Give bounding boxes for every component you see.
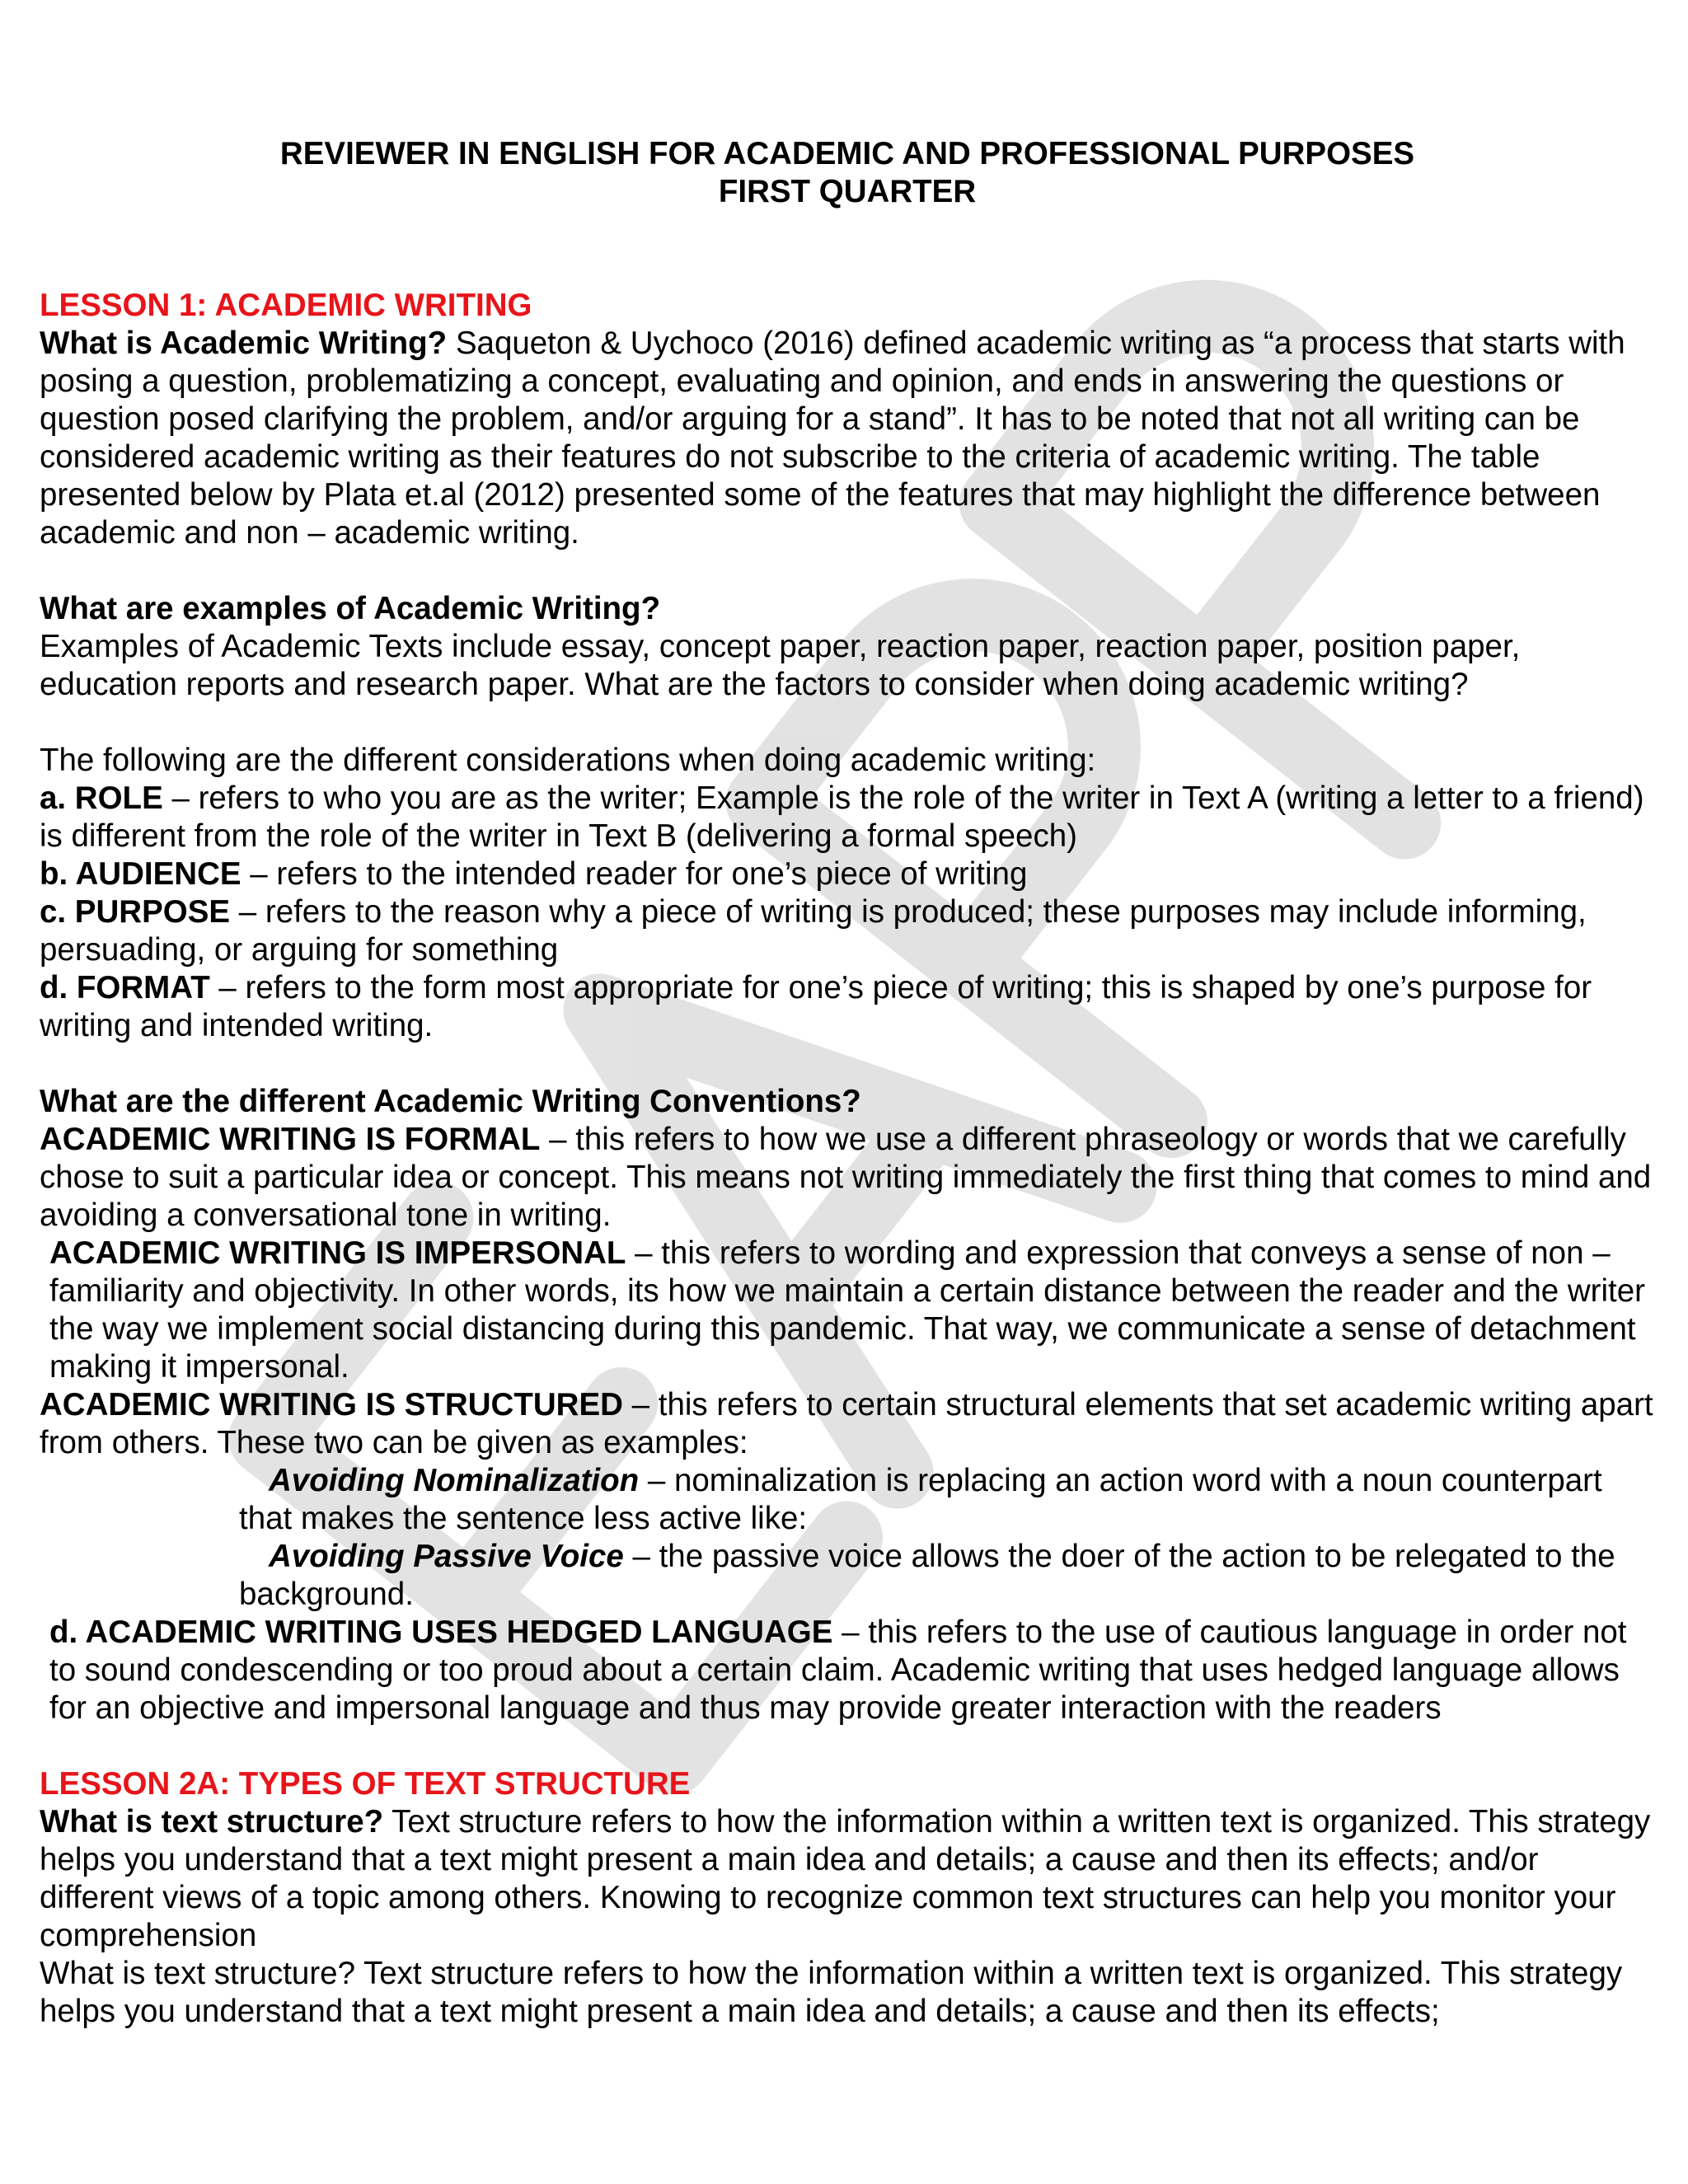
title-line-2: FIRST QUARTER [718,174,977,209]
document-body [40,287,1655,2031]
consideration-text: – refers to the form most appropriate for one’s piece of writing; this is shaped by one’s purpose for writing and intended writing. [40,970,1592,1043]
structured-example-text: – nominalization is replacing an action word with a noun counterpart that makes the sentence less active like: [239,1463,1602,1536]
consideration-item [40,969,1655,1045]
structured-example [40,1462,1655,1538]
examples-text: Examples of Academic Texts include essay, concept paper, reaction paper, reaction paper, position paper, education reports and research paper. What are the factors to consider when doing academic writing? [40,629,1521,702]
structured-example-label: Avoiding Passive Voice [269,1539,624,1574]
text-structure-text: Text structure refers to how the information within a written text is organized. This strategy helps you understand that a text might present a main idea and details; a cause and then its effects; and/or different views of a topic among others. Knowing to recognize common text structures can help you monitor your comprehension [40,1804,1651,1953]
consideration-item [40,855,1655,893]
convention-text: – this refers to certain structural elements that set academic writing apart from others. These two can be given as examples: [40,1387,1653,1460]
lesson-2a-heading: LESSON 2A: TYPES OF TEXT STRUCTURE [40,1766,691,1802]
consideration-label: a. ROLE [40,780,163,816]
document-title [40,135,1655,211]
convention-label: ACADEMIC WRITING IS IMPERSONAL [49,1235,626,1271]
structured-example [40,1538,1655,1614]
intro-question: What is Academic Writing? [40,326,448,361]
examples-question: What are examples of Academic Writing? [40,591,661,626]
title-line-1: REVIEWER IN ENGLISH FOR ACADEMIC AND PROFESSIONAL PURPOSES [279,136,1415,171]
convention-item [40,1121,1655,1235]
consideration-label: d. FORMAT [40,970,210,1005]
hedged-language-item [40,1614,1655,1727]
intro-text: Saqueton & Uychoco (2016) defined academic writing as “a process that starts with posing a question, problematizing a concept, evaluating and opinion, and ends in answering the questions or question posed clarifying the problem, and/or arguing for a stand”. It has to be noted that not all writing can be considered academic writing as their features do not subscribe to the criteria of academic writing. The table presented below by Plata et.al (2012) presented some of the features that may highlight the difference between academic and non – academic writing. [40,326,1625,551]
structured-example-text: – the passive voice allows the doer of the action to be relegated to the background. [239,1539,1615,1612]
structured-example-label: Avoiding Nominalization [269,1463,640,1498]
convention-text: – this refers to how we use a different phraseology or words that we carefully chose to suit a particular idea or concept. This means not writing immediately the first thing that comes to mind and avoiding a conversational tone in writing. [40,1122,1652,1233]
consideration-label: b. AUDIENCE [40,856,241,892]
consideration-text: – refers to who you are as the writer; Example is the role of the writer in Text A (writing a letter to a friend) is different from the role of the writer in Text B (delivering a formal speech) [40,780,1644,854]
consideration-item [40,893,1655,969]
lesson-1-heading: LESSON 1: ACADEMIC WRITING [40,288,532,323]
lesson-2a-repeat: What is text structure? Text structure refers to how the information within a written text is organized. This strategy helps you understand that a text might present a main idea and details; a cause and then its effects; [40,1956,1623,2029]
consideration-text: – refers to the reason why a piece of writing is produced; these purposes may include informing, persuading, or arguing for something [40,894,1587,968]
conventions-question: What are the different Academic Writing Conventions? [40,1084,861,1119]
lesson-2a-intro [40,1803,1655,1955]
text-structure-question: What is text structure? [40,1804,384,1840]
consideration-label: c. PURPOSE [40,894,231,930]
convention-text: – this refers to wording and expression that conveys a sense of non – familiarity and objectivity. In other words, its how we maintain a certain distance between the reader and the writer the way we implement social distancing during this pandemic. That way, we communicate a sense of detachment making it impersonal. [49,1235,1645,1385]
considerations-intro: The following are the different considerations when doing academic writing: [40,743,1096,778]
hedged-text: – this refers to the use of cautious language in order not to sound condescending or too proud about a certain claim. Academic writing that uses hedged language allows for an objective and impersonal language and thus may provide greater interaction with the readers [49,1615,1627,1726]
consideration-text: – refers to the intended reader for one’s piece of writing [241,856,1028,892]
lesson-1-intro [40,325,1655,552]
convention-item [40,1386,1655,1462]
consideration-item [40,780,1655,855]
hedged-label: d. ACADEMIC WRITING USES HEDGED LANGUAGE [49,1615,833,1650]
convention-label: ACADEMIC WRITING IS STRUCTURED [40,1387,623,1422]
convention-item [40,1235,1655,1386]
convention-label: ACADEMIC WRITING IS FORMAL [40,1122,541,1157]
